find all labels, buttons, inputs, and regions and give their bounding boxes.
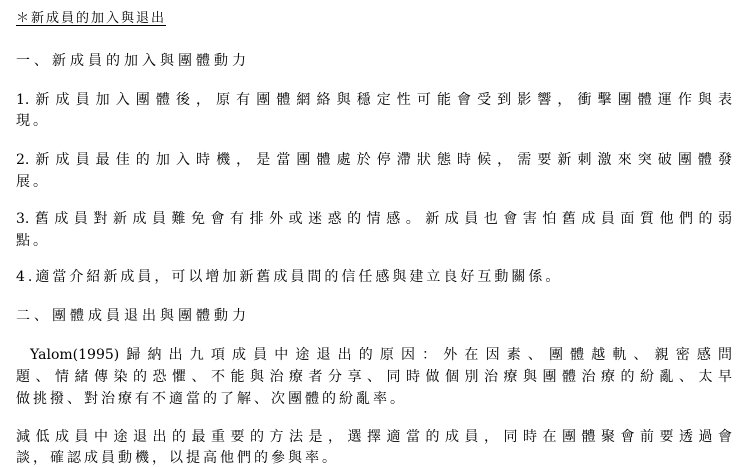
yalom-paragraph-line-3: 做挑撥、對治療有不適當的了解、次團體的紛亂率。	[16, 391, 407, 407]
yalom-paragraph-line-2: 題、情緒傳染的恐懼、不能與治療者分享、同時做個別治療與團體治療的紛亂、太早	[16, 369, 732, 385]
document-title: ＊新成員的加入與退出	[16, 11, 167, 26]
item-2-line-2: 展。	[16, 174, 50, 190]
item-4-line-1: 4.適當介紹新成員，可以增加新舊成員間的信任感與建立良好互動關係。	[16, 269, 563, 285]
reduction-paragraph-line-1: 減低成員中途退出的最重要的方法是，選擇適當的成員，同時在團體聚會前要透過會	[16, 429, 732, 445]
yalom-paragraph-line-1: Yalom(1995)歸納出九項成員中途退出的原因：外在因素、團體越軌、親密感問	[30, 347, 732, 363]
section-heading-leaving: 二、團體成員退出與團體動力	[16, 308, 250, 324]
item-1-line-2: 現。	[16, 113, 50, 129]
section-heading-joining: 一、新成員的加入與團體動力	[16, 53, 250, 69]
item-2-line-1: 2.新成員最佳的加入時機，是當團體處於停滯狀態時候，需要新刺激來突破團體發	[16, 152, 732, 168]
item-3-line-2: 點。	[16, 233, 50, 249]
reduction-paragraph-line-2: 談，確認成員動機，以提高他們的參與率。	[16, 450, 339, 466]
item-3-line-1: 3.舊成員對新成員難免會有排外或迷惑的情感。新成員也會害怕舊成員面質他們的弱	[16, 211, 732, 227]
item-1-line-1: 1.新成員加入團體後，原有團體網絡與穩定性可能會受到影響，衝擊團體運作與表	[16, 92, 732, 108]
